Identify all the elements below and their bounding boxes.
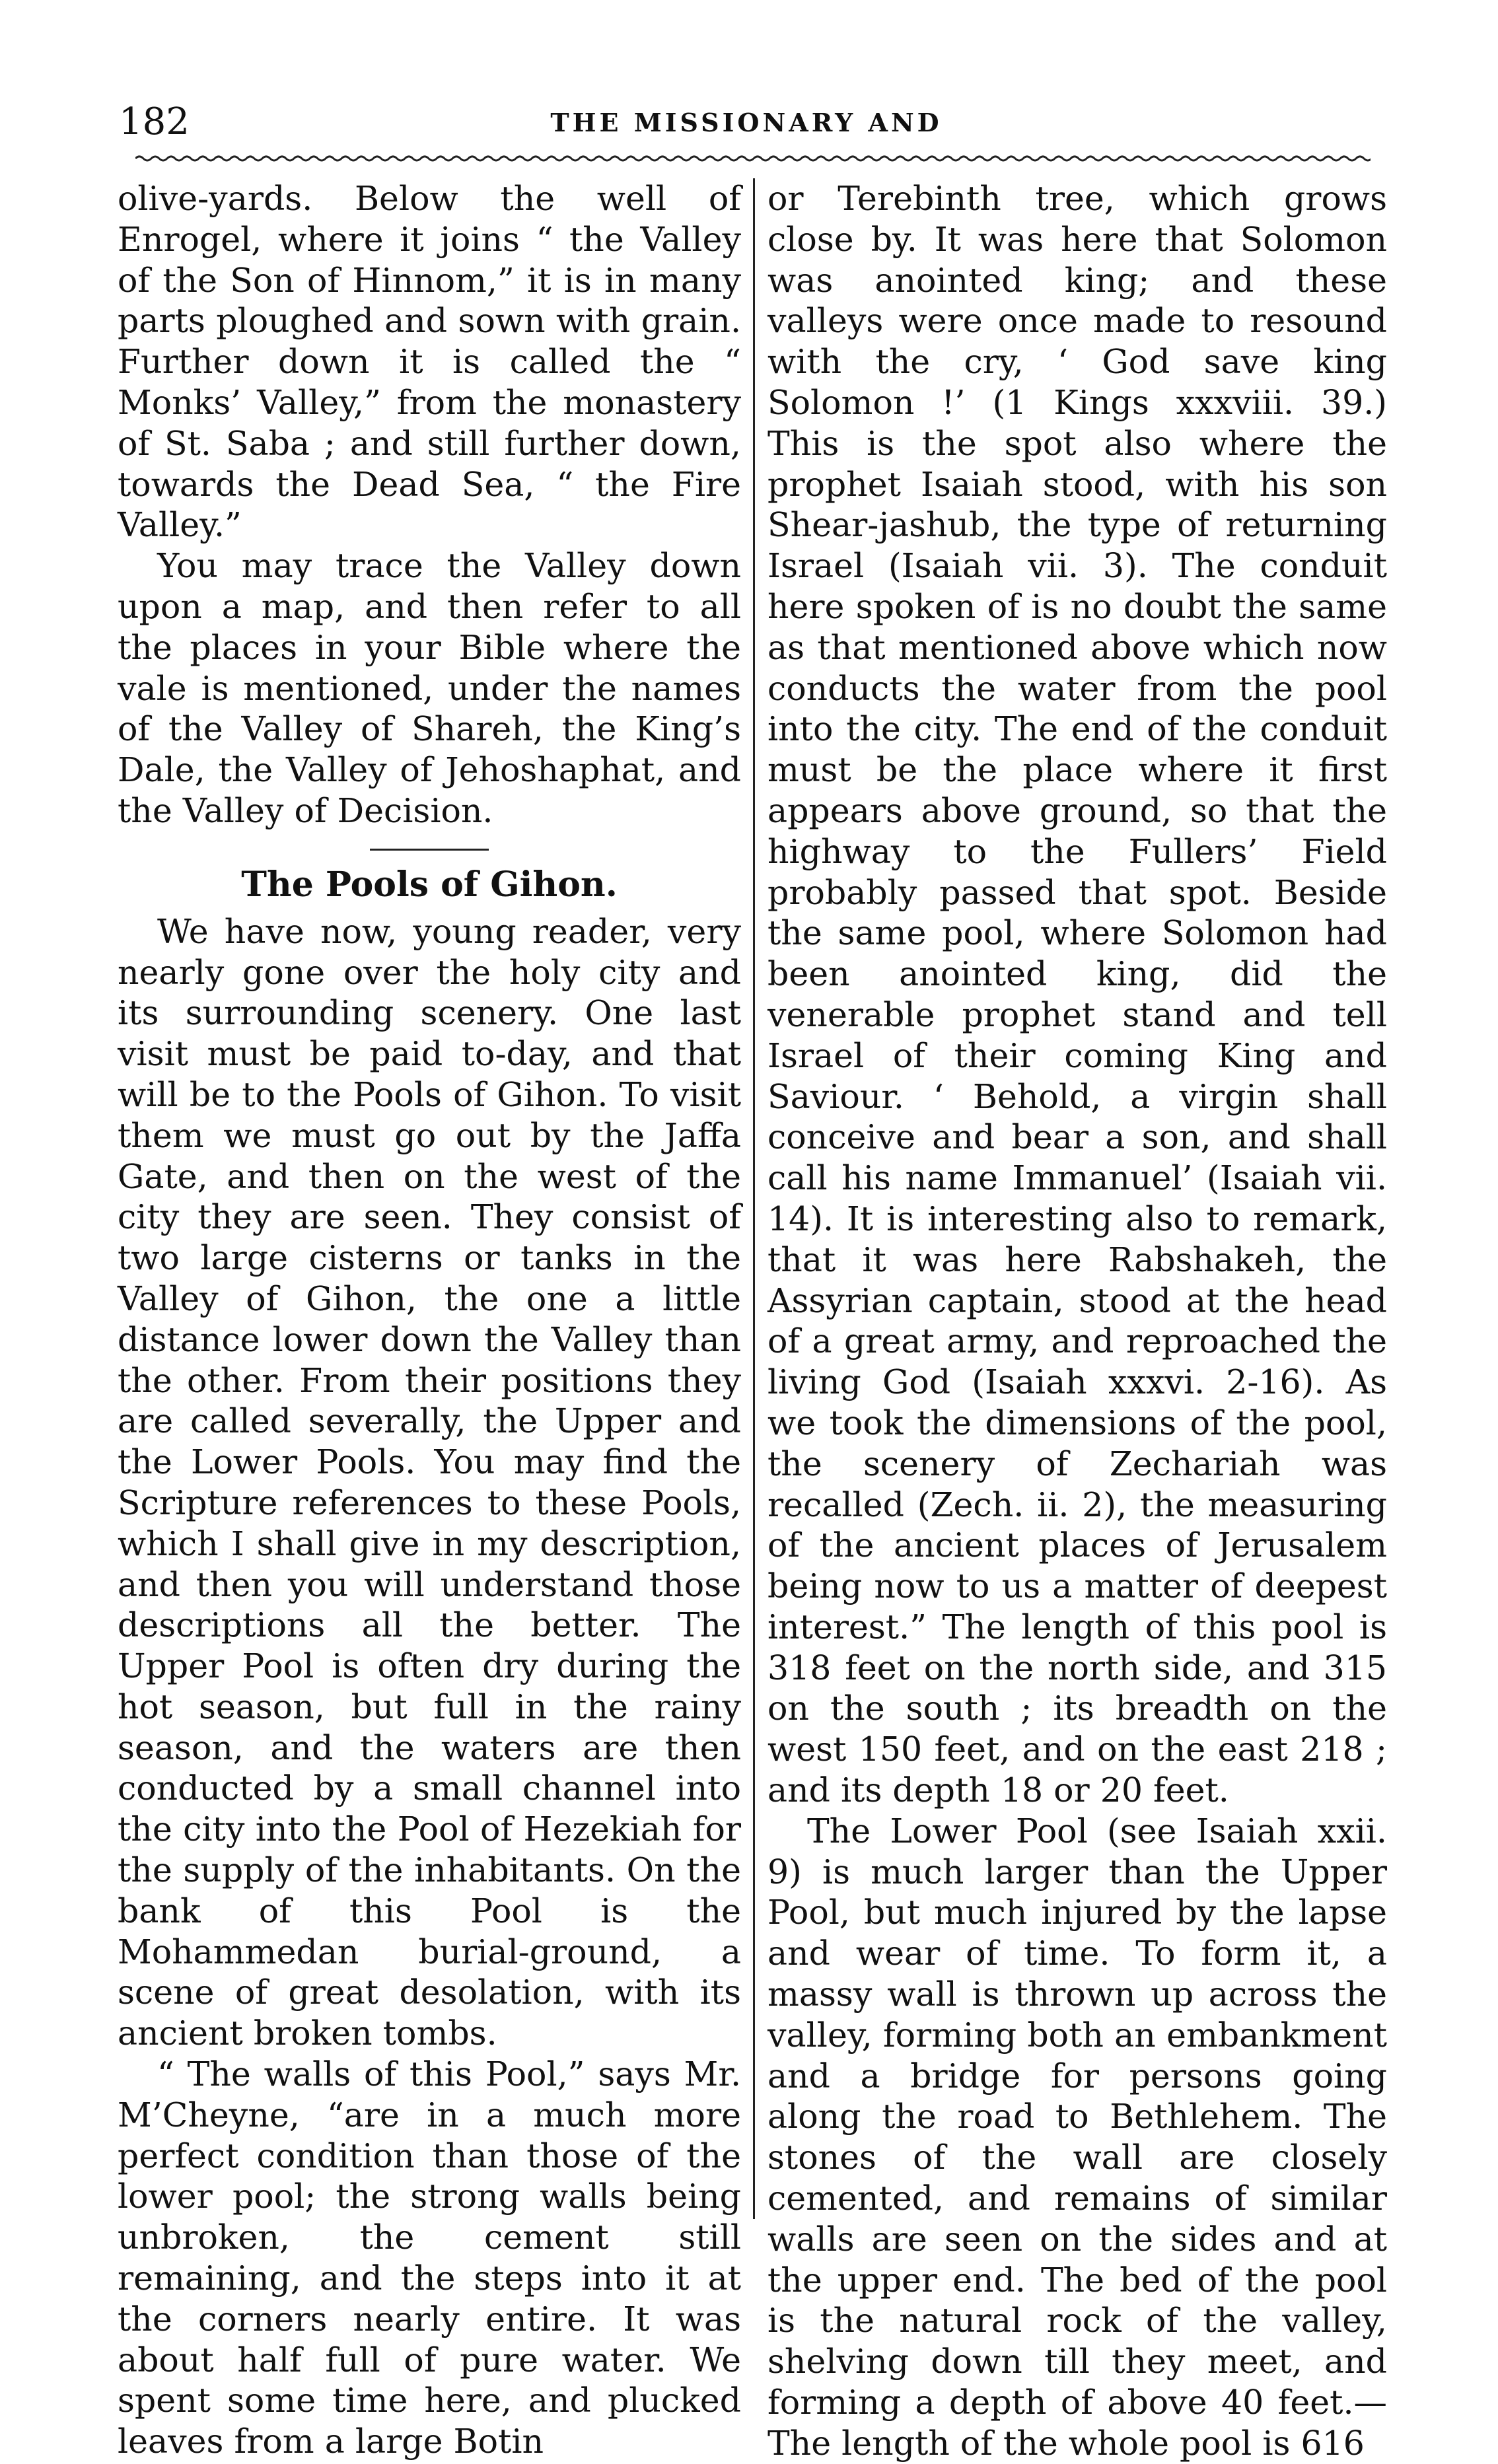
header-wavy-rule	[135, 153, 1371, 164]
running-title: THE MISSIONARY AND	[550, 108, 943, 137]
section-title: The Pools of Gihon.	[241, 864, 618, 905]
left-column	[118, 178, 741, 2462]
column-divider	[753, 178, 755, 2219]
paragraph: You may trace the Valley down upon a map, and then refer to all the places in your Bible where the vale is mentioned, under the names of the Valley of Shareh, the King’s Dale, the Valley of Jehoshaphat, and the Valley of Decision.	[118, 546, 741, 830]
paragraph: We have now, young reader, very nearly gone over the holy city and its surrounding scenery. One last visit must be paid to-day, and that will be to the Pools of Gihon. To visit them we must go out by the Jaffa Gate, and then on the west of the city they are seen. They consist of two large cisterns or tanks in the Valley of Gihon, the one a little distance lower down the Valley than the other. From their positions they are called severally, the Upper and the Lower Pools. You may find the Scripture references to these Pools, which I shall give in my description, and then you will understand those descriptions all the better. The Upper Pool is often dry during the hot season, but full in the rainy season, and the waters are then conducted by a small channel into the city into the Pool of Hezekiah for the supply of the inhabitants. On the bank of this Pool is the Mohammedan burial-ground, a scene of great desolation, with its ancient broken tombs.	[118, 911, 741, 2053]
paragraph: “ The walls of this Pool,” says Mr. M’Cheyne, “are in a much more perfect condition than those of the lower pool; the strong walls being unbroken, the cement still remaining, and the steps into it at the corners nearly entire. It was about half full of pure water. We spent some time here, and plucked leaves from a large Botin	[118, 2055, 741, 2461]
paragraph: or Terebinth tree, which grows close by. It was here that Solomon was anointed king; and these valleys were once made to resound with the cry, ‘ God save king Solomon !’ (1 Kings xxxviii. 39.) This is the spot also where the prophet Isaiah stood, with his son Shear-jashub, the type of returning Israel (Isaiah vii. 3). The conduit here spoken of is no doubt the same as that mentioned above which now conducts the water from the pool into the city. The end of the conduit must be the place where it first appears above ground, so that the highway to the Fullers’ Field probably passed that spot. Beside the same pool, where Solomon had been anointed king, did the venerable prophet stand and tell Israel of their coming King and Saviour. ‘ Behold, a virgin shall conceive and bear a son, and shall call his name Immanuel’ (Isaiah vii. 14). It is interesting also to remark, that it was here Rabshakeh, the Assyrian captain, stood at the head of a great army, and reproached the living God (Isaiah xxxvi. 2-16). As we took the dimensions of the pool, the scenery of Zechariah was recalled (Zech. ii. 2), the measuring of the ancient places of Jerusalem being now to us a matter of deepest interest.” The length of this pool is 318 feet on the north side, and 315 on the south ; its breadth on the west 150 feet, and on the east 218 ; and its depth 18 or 20 feet.	[767, 179, 1387, 1810]
page-header	[112, 99, 1380, 152]
paragraph: The Lower Pool (see Isaiah xxii. 9) is much larger than the Upper Pool, but much injured by the lapse and wear of time. To form it, a massy wall is thrown up across the valley, forming both an embankment and a bridge for persons going along the road to Bethlehem. The stones of the wall are closely cemented, and remains of similar walls are seen on the sides and at the upper end. The bed of the pool is the natural rock of the valley, shelving down till they meet, and forming a depth of above 40 feet.— The length of the whole pool is 616	[767, 1811, 1387, 2463]
section-divider	[370, 849, 489, 851]
paragraph: olive-yards. Below the well of Enrogel, where it joins “ the Valley of the Son of Hinnom,” it is in many parts ploughed and sown with grain. Further down it is called the “ Monks’ Valley,” from the monastery of St. Saba ; and still further down, towards the Dead Sea, “ the Fire Valley.”	[118, 179, 741, 545]
page-number: 182	[119, 100, 190, 143]
right-column	[767, 178, 1387, 2464]
